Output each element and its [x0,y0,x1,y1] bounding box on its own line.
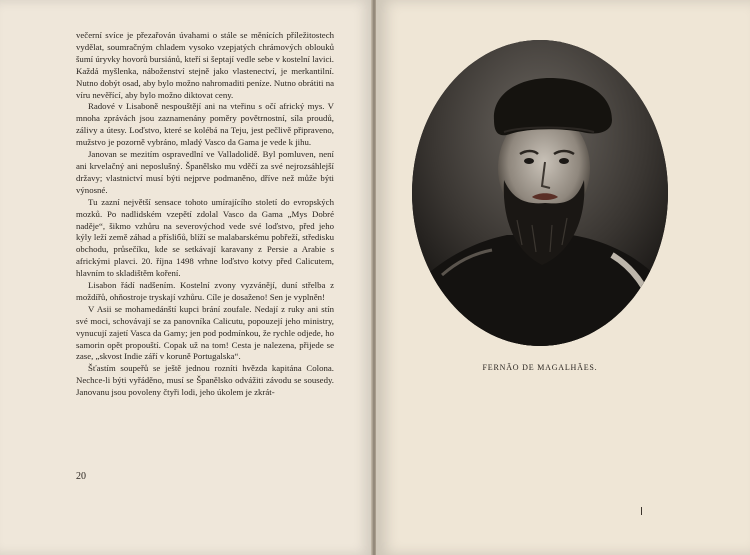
paragraph: Tu zazní největší sensace tohoto umírajícího století do evropských mozků. Po nadlidském vzepětí zdolal Vasco da Gama „Mys Dobré naděje“, šikmo vzhůru na severovýchod vede své loďstvo, před jeho kýly leží země záhad a přísliбů, blíží se malabarskému pobřeží, středisku obchodu, průsečíku, kde se setkávají karavany z Persie a Arabie s africkými plavci. 20. října 1498 vrhne loďstvo kotvy před Calicutem, hlavním to skladištěm koření. [76,196,334,279]
paragraph: večerní svíce je přezařován úvahami o stále se měnících příležitostech vydělat, soumračným chladem vysoko vzepjatých chrámových oblouků šumí úryvky hovorů bursiánů, kteří si šeptají vedle sebe v kostelní lavici. Každá myšlenka, náboženství stejně jako vlastenectví, je merkantilní. Nutno dobýt osad, aby bylo možno nahromaditi peníze. Nutno obrátiti na víru nevěřící, aby bylo možno diktovat ceny. [76,30,334,100]
paragraph: V Asii se mohamedánští kupci brání zoufale. Nedají z ruky ani stín své moci, schovávají se za panovníka Calicutu, popouzejí jeho ministry, vynucují zajetí Vasca da Gamy; jen pod podmínkou, že rychle odjede, ho samorin opět propouští. Copak už na tom! Cesta je nalezena, přijede se zase, „skvost Indie září v koruně Portugalska“. [76,303,334,362]
paragraph: Lisabon řádí nadšením. Kostelní zvony vyzvánějí, duní střelba z moždířů, ohňostroje tryskají vzhůru. Cíle je dosaženo! Sen je vyplněn! [76,280,334,302]
portrait-caption: FERNÃO DE MAGALHÃES. [482,363,598,372]
body-text [76,30,334,399]
left-page [0,0,373,555]
portrait-engraving [412,40,668,346]
paragraph: Šťastím soupeřů se ještě jednou rozníti hvězda kapitána Colona. Nechce-li býti vyřáděno, musí se Španělsko odvážiti závodu se sousedy. Janovanu jsou povoleny čtyři lodi, jeho úkolem je zkrát- [76,363,334,398]
page-mark [641,507,642,515]
page-number: 20 [76,471,86,482]
paragraph: Radové v Lisaboně nespouštějí ani na vteřinu s očí africký mys. V mnoha zprávách jsou zaznamenány poměry povětrnostní, síla proudů, zálivy a útesy. Loďstvo, které se kolébá na Teju, jest pečlivě připraveno, mužstvo je pozorně vybráno, mladý Vasco da Gama je vede k jihu. [76,101,334,148]
paragraph: Janovan se mezitím ospravedlní ve Valladolidě. Byl pomluven, není ani krvelačný ani neposlušný. Španělsko mu vděčí za své nejrozsáhlejší državy; vlastnictví musí býti nejprve podmaněno, dříve než může býti výnosné. [76,149,334,195]
